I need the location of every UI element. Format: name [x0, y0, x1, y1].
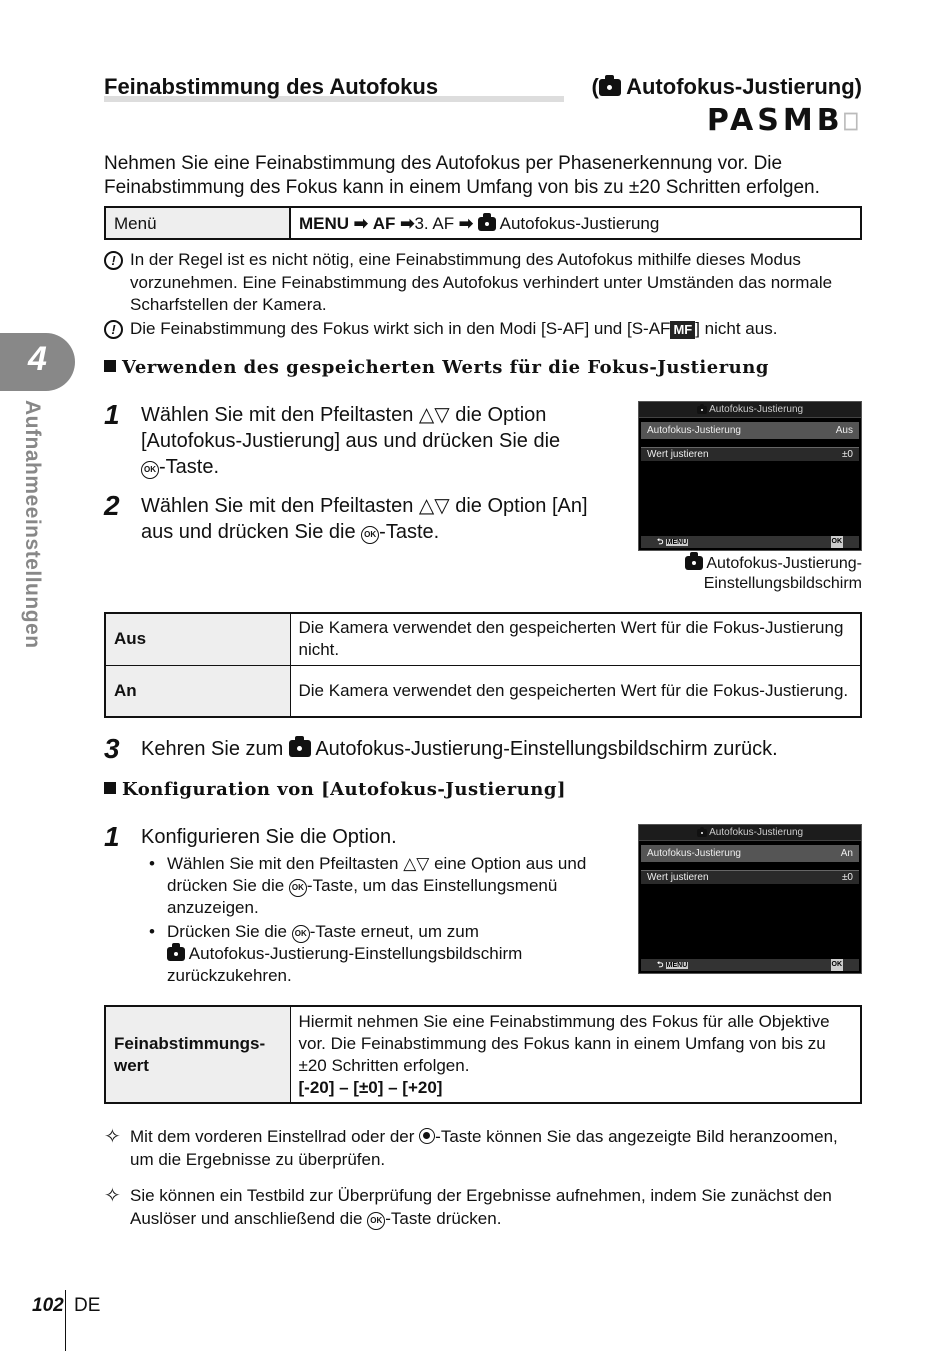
screen-row-af: Autofokus-Justierung An: [641, 845, 859, 862]
table-row: [105, 1006, 861, 1103]
step-config-1: 1 Konfigurieren Sie die Option.: [104, 821, 397, 852]
caution-icon: !: [104, 251, 123, 270]
menu-path: MENU ➡ AF ➡3. AF ➡ Autofokus-Justierung: [299, 214, 660, 233]
screen-row-value: Wert justieren ±0: [641, 870, 859, 884]
page-number: 102: [32, 1295, 64, 1316]
option-key: An: [105, 665, 290, 717]
screen-title: Autofokus-Justierung: [639, 825, 861, 841]
ok-button-icon: OK: [361, 526, 379, 544]
caution-note-1: ! In der Regel ist es nicht nötig, eine Feinabstimmung des Autofokus mithilfe dieses Modus vorzunehmen. Eine Feinabstimmung des Autofokus verhindert unter Umständen das normale Scharfstellen der Kamera.: [104, 249, 864, 317]
step-3: 3 Kehren Sie zum Autofokus-Justierung-Einstellungsbildschirm zurück.: [104, 733, 778, 764]
screen-footer: ⮌ MENU OK: [641, 959, 859, 971]
ok-button-icon: OK: [292, 925, 310, 943]
option-value: Hiermit nehmen Sie eine Feinabstimmung des Fokus für alle Objektive vor. Die Feinabstimmung des Fokus kann in einem Umfang von bis zu ±20 Schritten erfolgen. [-20] – [±0] – [+20]: [290, 1006, 861, 1103]
camera-icon: [685, 556, 703, 570]
page-language: DE: [74, 1295, 101, 1316]
tip-icon: ✧: [104, 1185, 121, 1207]
menu-path-table: [104, 206, 862, 240]
screen-row-af: Autofokus-Justierung Aus: [641, 422, 859, 439]
step-2: 2 Wählen Sie mit den Pfeiltasten △▽ die Option [An] aus und drücken Sie die OK -Taste.: [104, 490, 588, 543]
option-value: Die Kamera verwendet den gespeicherten Wert für die Fokus-Justierung.: [290, 665, 861, 717]
camera-icon: [599, 79, 621, 96]
section-heading-2: Konfiguration von [Autofokus-Justierung]: [104, 779, 566, 800]
camera-icon: [167, 947, 185, 961]
shooting-modes: PASMB⎕: [706, 103, 862, 138]
table-row: [105, 665, 861, 717]
option-key: Feinabstimmungs- wert: [105, 1006, 290, 1103]
tip-note-1: ✧ Mit dem vorderen Einstellrad oder der -Taste können Sie das angezeigte Bild heranzoomen, um die Ergebnisse zu überprüfen.: [104, 1126, 838, 1169]
ok-button-icon: OK: [141, 461, 159, 479]
camera-icon: [478, 217, 496, 231]
screen-title: Autofokus-Justierung: [639, 402, 861, 418]
dial-icon: [419, 1128, 435, 1144]
footer-divider: [65, 1290, 66, 1351]
tip-icon: ✧: [104, 1126, 121, 1148]
options-table: [104, 612, 862, 718]
camera-icon: [697, 406, 707, 414]
menu-label: Menü: [106, 208, 291, 238]
page-title: Feinabstimmung des Autofokus: [104, 74, 439, 99]
intro-text: Nehmen Sie eine Feinabstimmung des Autofokus per Phasenerkennung vor. Die Feinabstimmung des Fokus kann in einem Umfang von bis zu ±20 Schritten erfolgen.: [104, 153, 820, 198]
section-heading-1: Verwenden des gespeicherten Werts für die Fokus-Justierung: [104, 357, 769, 378]
page-title-bar: [104, 74, 862, 100]
camera-screen-1: [638, 401, 862, 551]
table-row: [105, 613, 861, 665]
movie-icon: ⎕: [843, 108, 862, 136]
ok-button-icon: OK: [289, 879, 307, 897]
list-item: • Wählen Sie mit den Pfeiltasten △▽ eine Option aus und drücken Sie die OK -Taste, um das Einstellungsmenü anzuzeigen.: [147, 853, 587, 919]
bullet-list: [147, 853, 587, 989]
screen-row-value: Wert justieren ±0: [641, 447, 859, 461]
tip-note-2: ✧ Sie können ein Testbild zur Überprüfung der Ergebnisse aufnehmen, indem Sie zunächst den Auslöser und anschließend die OK -Taste drücken.: [104, 1185, 832, 1228]
chapter-label: Aufnahmeeinstellungen: [21, 400, 44, 649]
chapter-number: 4: [28, 340, 47, 378]
fine-tuning-table: [104, 1005, 862, 1104]
option-value: Die Kamera verwendet den gespeicherten Wert für die Fokus-Justierung nicht.: [290, 613, 861, 665]
ok-button-icon: OK: [367, 1212, 385, 1230]
value-range: [-20] – [±0] – [+20]: [298, 1077, 443, 1097]
page-subtitle: ( Autofokus-Justierung): [591, 74, 862, 99]
mf-badge: MF: [670, 321, 695, 339]
camera-icon: [697, 829, 707, 837]
screen-caption: Autofokus-Justierung- Einstellungsbildschirm: [685, 554, 862, 594]
step-1: 1 Wählen Sie mit den Pfeiltasten △▽ die Option [Autofokus-Justierung] aus und drücken Sie die OK -Taste.: [104, 399, 561, 478]
caution-note-2: ! Die Feinabstimmung des Fokus wirkt sich in den Modi [S-AF] und [S-AF MF ] nicht aus.: [104, 318, 864, 341]
option-key: Aus: [105, 613, 290, 665]
screen-footer: ⮌ MENU OK: [641, 536, 859, 548]
camera-screen-2: [638, 824, 862, 974]
caution-icon: !: [104, 320, 123, 339]
camera-icon: [289, 740, 311, 757]
list-item: • Drücken Sie die OK -Taste erneut, um zum Autofokus-Justierung-Einstellungsbildschirm zurückzukehren.: [147, 921, 587, 987]
